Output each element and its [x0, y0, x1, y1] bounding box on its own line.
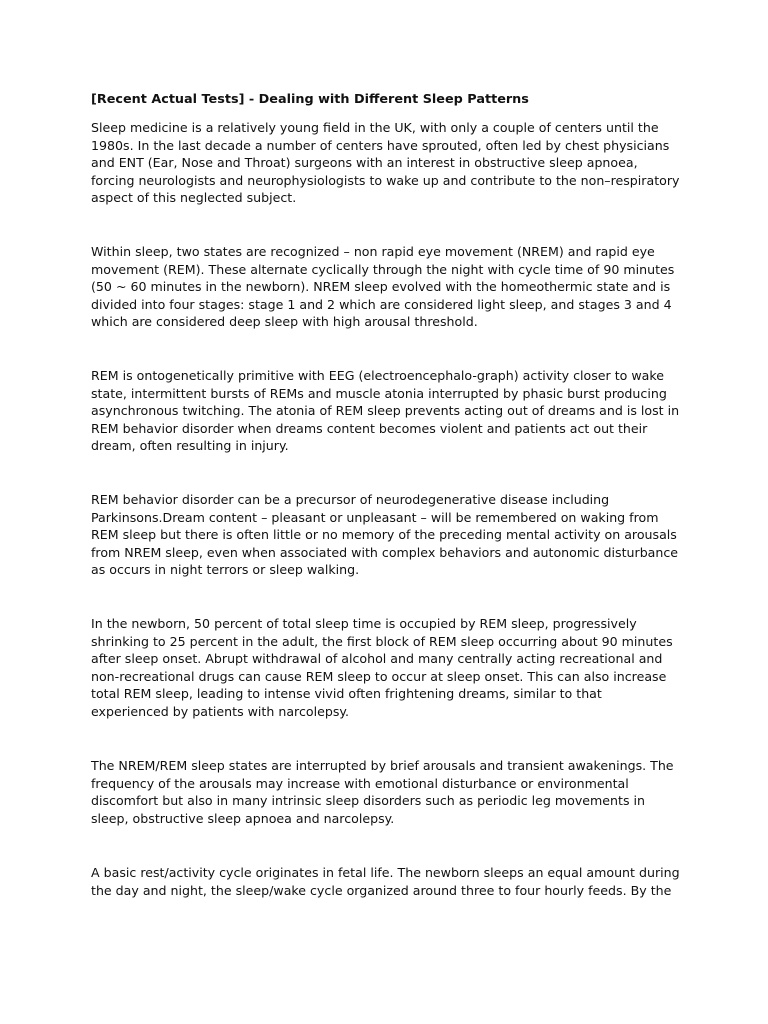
document-title: [Recent Actual Tests] - Dealing with Different Sleep Patterns — [91, 92, 529, 107]
paragraph-sleep-medicine-intro: Sleep medicine is a relatively young field in the UK, with only a couple of centers until the 1980s. In the last decade a number of centers have sprouted, often led by chest physicians and ENT (Ear, Nose and Throat) surgeons with an interest in obstructive sleep apnoea, forcing neurologists and neurophysiologists to wake up and contribute to the non–respiratory aspect of this neglected subject. — [91, 120, 680, 205]
paragraph-sleep-states: Within sleep, two states are recognized – non rapid eye movement (NREM) and rapid eye movement (REM). These alternate cyclically through the night with cycle time of 90 minutes (50 ~ 60 minutes in the newborn). NREM sleep evolved with the homeothermic state and is divided into four stages: stage 1 and 2 which are considered light sleep, and stages 3 and 4 which are considered deep sleep with high arousal threshold. — [91, 244, 675, 329]
paragraph-rem-description: REM is ontogenetically primitive with EEG (electroencephalo-graph) activity closer to wake state, intermittent bursts of REMs and muscle atonia interrupted by phasic burst producing asynchronous twitching. The atonia of REM sleep prevents acting out of dreams and is lost in REM behavior disorder when dreams content becomes violent and patients act out their dream, often resulting in injury. — [91, 368, 680, 453]
paragraph-rest-activity-cycle: A basic rest/activity cycle originates in fetal life. The newborn sleeps an equal amount during the day and night, the sleep/wake cycle organized around three to four hourly feeds. By the — [91, 865, 680, 898]
paragraph-rem-behavior-disorder: REM behavior disorder can be a precursor of neurodegenerative disease including Parkinsons.Dream content – pleasant or unpleasant – will be remembered on waking from REM sleep but there is often little or no memory of the preceding mental activity on arousals from NREM sleep, even when associated with complex behaviors and autonomic disturbance as occurs in night terrors or sleep walking. — [91, 492, 679, 577]
paragraph-newborn-rem: In the newborn, 50 percent of total sleep time is occupied by REM sleep, progressively shrinking to 25 percent in the adult, the first block of REM sleep occurring about 90 minutes after sleep onset. Abrupt withdrawal of alcohol and many centrally acting recreational and non-recreational drugs can cause REM sleep to occur at sleep onset. This can also increase total REM sleep, leading to intense vivid often frightening dreams, similar to that experienced by patients with narcolepsy. — [91, 616, 673, 719]
paragraph-arousals: The NREM/REM sleep states are interrupted by brief arousals and transient awakenings. The frequency of the arousals may increase with emotional disturbance or environmental discomfort but also in many intrinsic sleep disorders such as periodic leg movements in sleep, obstructive sleep apnoea and narcolepsy. — [91, 758, 674, 826]
